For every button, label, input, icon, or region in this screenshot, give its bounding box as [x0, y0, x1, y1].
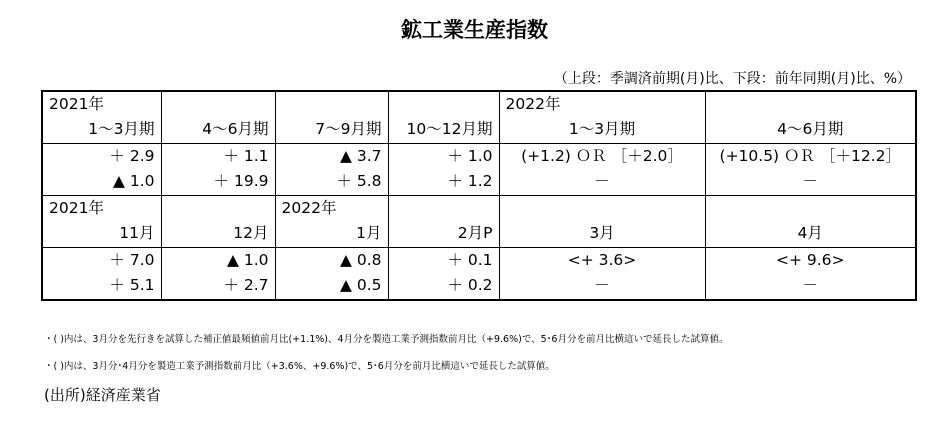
lower-value: － — [802, 276, 818, 294]
unit-note: （上段：季調済前期(月)比、下段：前年同期(月)比、%） — [553, 71, 911, 87]
period-label: 4～6月期 — [202, 120, 269, 138]
monthly-header-row — [42, 196, 916, 248]
year-label — [162, 196, 275, 221]
header-cell — [161, 91, 275, 144]
upper-value: ＋ 7.0 — [109, 251, 155, 269]
value-cell — [388, 144, 499, 196]
header-cell — [388, 196, 499, 248]
header-cell — [42, 91, 161, 144]
lower-value: － — [594, 276, 610, 294]
upper-value: ▲ 0.8 — [340, 251, 382, 269]
header-cell — [705, 196, 916, 248]
upper-value: ＋ 2.9 — [109, 147, 155, 165]
value-cell — [42, 248, 161, 301]
period-label: 4～6月期 — [777, 120, 844, 138]
period-label: 3月 — [589, 224, 615, 242]
header-cell — [42, 196, 161, 248]
footnote-2: ・( )内は、3月分･4月分を製造工業予測指数前月比（+3.6%、+9.6%)で、5･6月分を前月比横這いで延長した試算値。 — [44, 361, 555, 372]
lower-value: ＋ 2.7 — [223, 276, 269, 294]
quarterly-values-row — [42, 144, 916, 196]
quarterly-header-row — [42, 91, 916, 144]
period-label: 4月 — [797, 224, 823, 242]
lower-value: ▲ 1.0 — [113, 172, 155, 190]
year-label — [706, 92, 916, 117]
year-label: 2022年 — [281, 199, 337, 217]
period-label: 1月 — [356, 224, 382, 242]
value-cell — [499, 248, 705, 301]
page-title: 鉱工業生産指数 — [401, 18, 548, 42]
upper-value: <+ 9.6> — [775, 251, 845, 269]
lower-value: ＋ 0.2 — [447, 276, 493, 294]
monthly-values-row — [42, 248, 916, 301]
value-cell — [275, 248, 388, 301]
period-label: 1～3月期 — [88, 120, 155, 138]
footnote-1: ・( )内は、3月分を先行きを試算した補正値最頻値前月比(+1.1%)、4月分を製造工業予測指数前月比（+9.6%)で、5･6月分を前月比横這いで延長した試算値。 — [44, 334, 729, 345]
value-cell — [705, 248, 916, 301]
period-label: 2月P — [457, 224, 493, 242]
lower-value: － — [594, 172, 610, 190]
upper-value: ▲ 3.7 — [340, 147, 382, 165]
value-cell — [705, 144, 916, 196]
value-cell — [161, 144, 275, 196]
year-label — [276, 92, 388, 117]
header-cell — [388, 91, 499, 144]
upper-value: ＋ 1.0 — [447, 147, 493, 165]
period-label: 10～12月期 — [406, 120, 493, 138]
value-cell — [275, 144, 388, 196]
value-cell — [388, 248, 499, 301]
value-cell — [499, 144, 705, 196]
header-cell — [705, 91, 916, 144]
production-index-table — [41, 90, 917, 301]
upper-value: (+1.2) ＯＲ ［＋2.0］ — [521, 147, 683, 165]
period-label: 1～3月期 — [568, 120, 636, 138]
value-cell — [42, 144, 161, 196]
period-label: 7～9月期 — [315, 120, 382, 138]
year-label — [389, 196, 499, 221]
lower-value: ＋ 1.2 — [447, 172, 493, 190]
year-label: 2021年 — [49, 95, 104, 113]
header-cell — [275, 196, 388, 248]
lower-value: ＋ 5.8 — [336, 172, 382, 190]
header-cell — [161, 196, 275, 248]
value-cell — [161, 248, 275, 301]
year-label — [706, 196, 916, 221]
source-note: (出所)経済産業省 — [44, 386, 161, 404]
lower-value: ＋ 19.9 — [213, 172, 269, 190]
header-cell — [275, 91, 388, 144]
header-cell — [499, 196, 705, 248]
upper-value: ▲ 1.0 — [227, 251, 269, 269]
upper-value: (+10.5) ＯＲ ［＋12.2］ — [719, 147, 901, 165]
lower-value: ▲ 0.5 — [340, 276, 382, 294]
period-label: 12月 — [233, 224, 269, 242]
year-label: 2022年 — [505, 95, 561, 113]
year-label — [500, 196, 705, 221]
upper-value: ＋ 0.1 — [447, 251, 493, 269]
upper-value: <+ 3.6> — [567, 251, 637, 269]
upper-value: ＋ 1.1 — [223, 147, 269, 165]
year-label: 2021年 — [49, 199, 104, 217]
lower-value: ＋ 5.1 — [109, 276, 155, 294]
year-label — [162, 92, 275, 117]
header-cell — [499, 91, 705, 144]
period-label: 11月 — [119, 224, 155, 242]
year-label — [389, 92, 499, 117]
lower-value: － — [802, 172, 818, 190]
